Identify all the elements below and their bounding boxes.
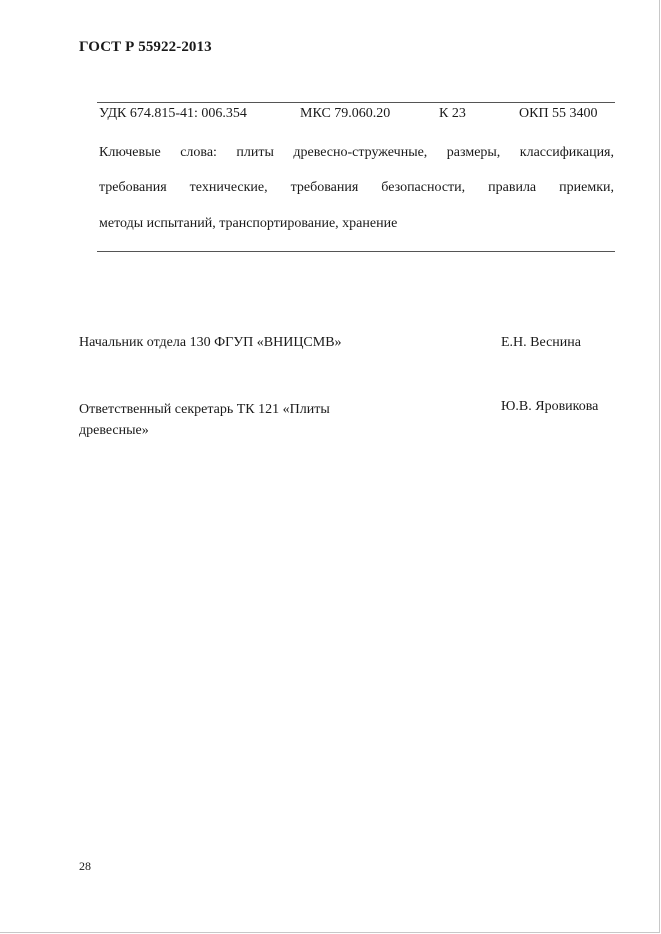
- okp-code: ОКП 55 3400: [519, 106, 598, 121]
- document-header: ГОСТ Р 55922-2013: [79, 39, 212, 55]
- signatory-1-role: Начальник отдела 130 ФГУП «ВНИЦСМВ»: [79, 335, 342, 350]
- page-number: 28: [79, 859, 91, 873]
- keywords-line-1: Ключевые слова: плиты древесно-стружечные, размеры, классификация,: [99, 145, 614, 160]
- mks-code: МКС 79.060.20: [300, 106, 391, 121]
- keywords-line-3: методы испытаний, транспортирование, хранение: [99, 216, 398, 231]
- signatory-1-name: Е.Н. Веснина: [501, 335, 581, 350]
- bottom-rule: [97, 251, 615, 252]
- k-code: К 23: [439, 106, 466, 121]
- top-rule: [97, 102, 615, 103]
- keywords-line-2: требования технические, требования безопасности, правила приемки,: [99, 180, 614, 195]
- signatory-2-name: Ю.В. Яровикова: [501, 399, 599, 414]
- udk-code: УДК 674.815-41: 006.354: [99, 106, 247, 121]
- signatory-2-role: Ответственный секретарь ТК 121 «Плиты древесные»: [79, 402, 330, 438]
